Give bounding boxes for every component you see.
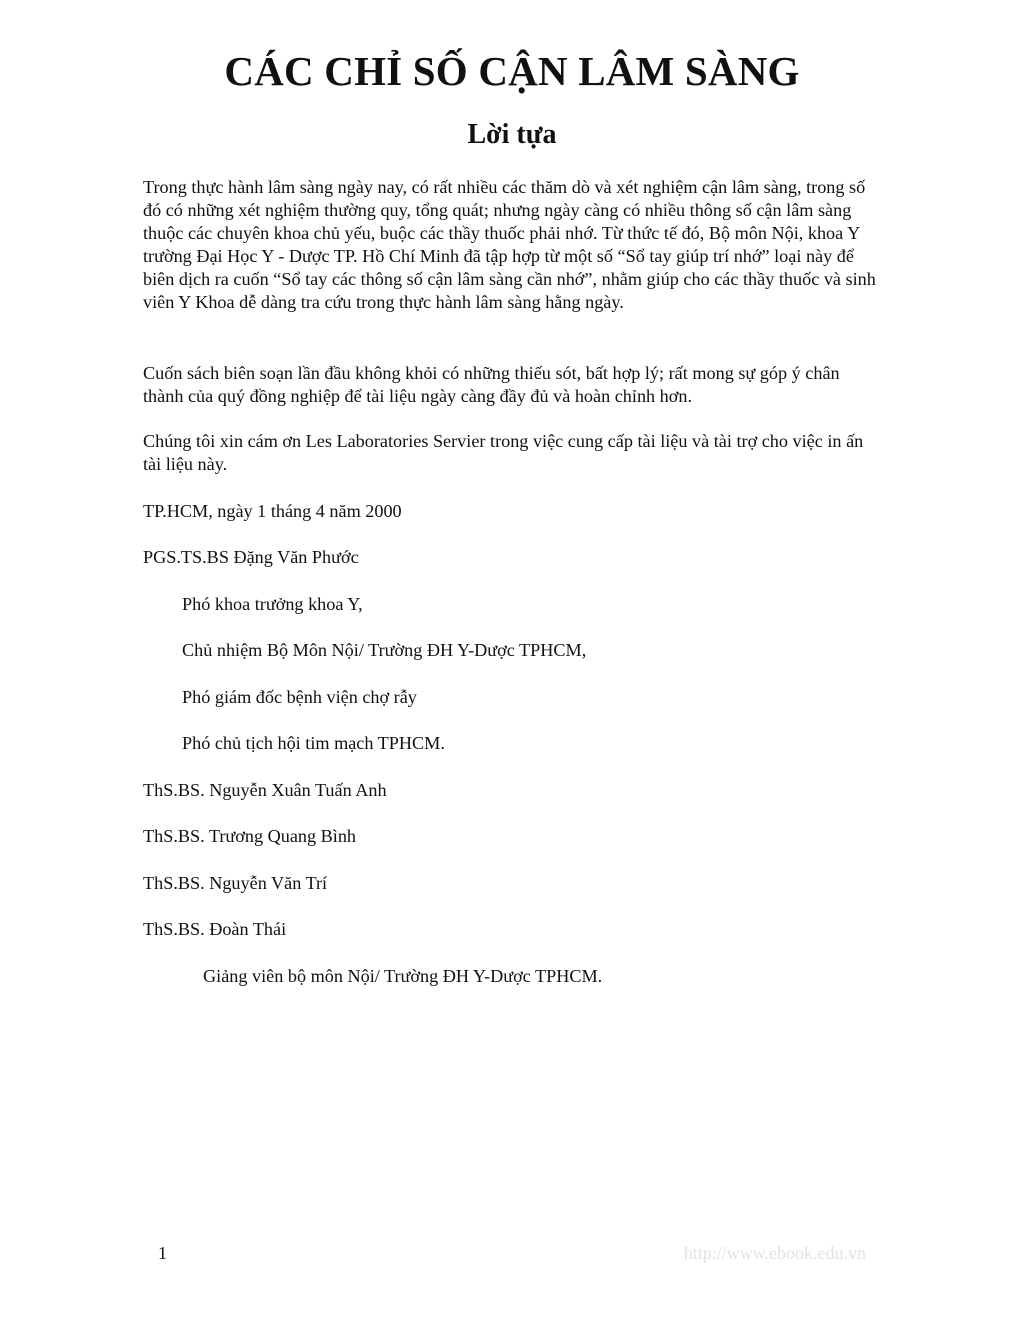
signer-role: Chủ nhiệm Bộ Môn Nội/ Trường ĐH Y-Dược TPHCM, (182, 640, 587, 660)
paragraph-feedback: Cuốn sách biên soạn lần đầu không khỏi có những thiếu sót, bất hợp lý; rất mong sự góp ý chân thành của quý đồng nghiệp để tài liệu ngày càng đầy đủ và hoàn chỉnh hơn. (143, 363, 840, 406)
document-title: CÁC CHỈ SỐ CẬN LÂM SÀNG (224, 48, 800, 94)
paragraph-intro: Trong thực hành lâm sàng ngày nay, có rất nhiều các thăm dò và xét nghiệm cận lâm sàng, trong số đó có những xét nghiệm thường quy, tổng quát; nhưng ngày càng có nhiều thông số cận lâm sàng thuộc các chuyên khoa chủ yếu, buộc các thầy thuốc phải nhớ. Từ thức tế đó, Bộ môn Nội, khoa Y trường Đại Học Y - Dược TP. Hồ Chí Minh đã tập hợp từ một số “Sổ tay giúp trí nhớ” loại này để biên dịch ra cuốn “Sổ tay các thông số cận lâm sàng cần nhớ”, nhằm giúp cho các thầy thuốc và sinh viên Y Khoa dễ dàng tra cứu trong thực hành lâm sàng hằng ngày. (143, 177, 876, 312)
signer-role: Phó chủ tịch hội tim mạch TPHCM. (182, 733, 445, 753)
signer-name: PGS.TS.BS Đặng Văn Phước (143, 547, 359, 567)
co-authors-role: Giảng viên bộ môn Nội/ Trường ĐH Y-Dược TPHCM. (203, 966, 603, 986)
co-author-name: ThS.BS. Trương Quang Bình (143, 826, 357, 846)
footer-url-watermark: http://www.ebook.edu.vn (683, 1243, 866, 1263)
co-author-name: ThS.BS. Nguyễn Văn Trí (143, 873, 328, 893)
page-number: 1 (158, 1243, 167, 1263)
signer-role: Phó khoa trưởng khoa Y, (182, 594, 363, 614)
co-author-name: ThS.BS. Nguyễn Xuân Tuấn Anh (143, 780, 387, 800)
document-subtitle: Lời tựa (467, 119, 557, 150)
co-author-name: ThS.BS. Đoàn Thái (143, 919, 287, 939)
signer-role: Phó giám đốc bệnh viện chợ rẫy (182, 687, 417, 707)
paragraph-thanks: Chúng tôi xin cám ơn Les Laboratories Servier trong việc cung cấp tài liệu và tài trợ cho việc in ấn tài liệu này. (143, 431, 864, 474)
date-line: TP.HCM, ngày 1 tháng 4 năm 2000 (143, 501, 402, 521)
